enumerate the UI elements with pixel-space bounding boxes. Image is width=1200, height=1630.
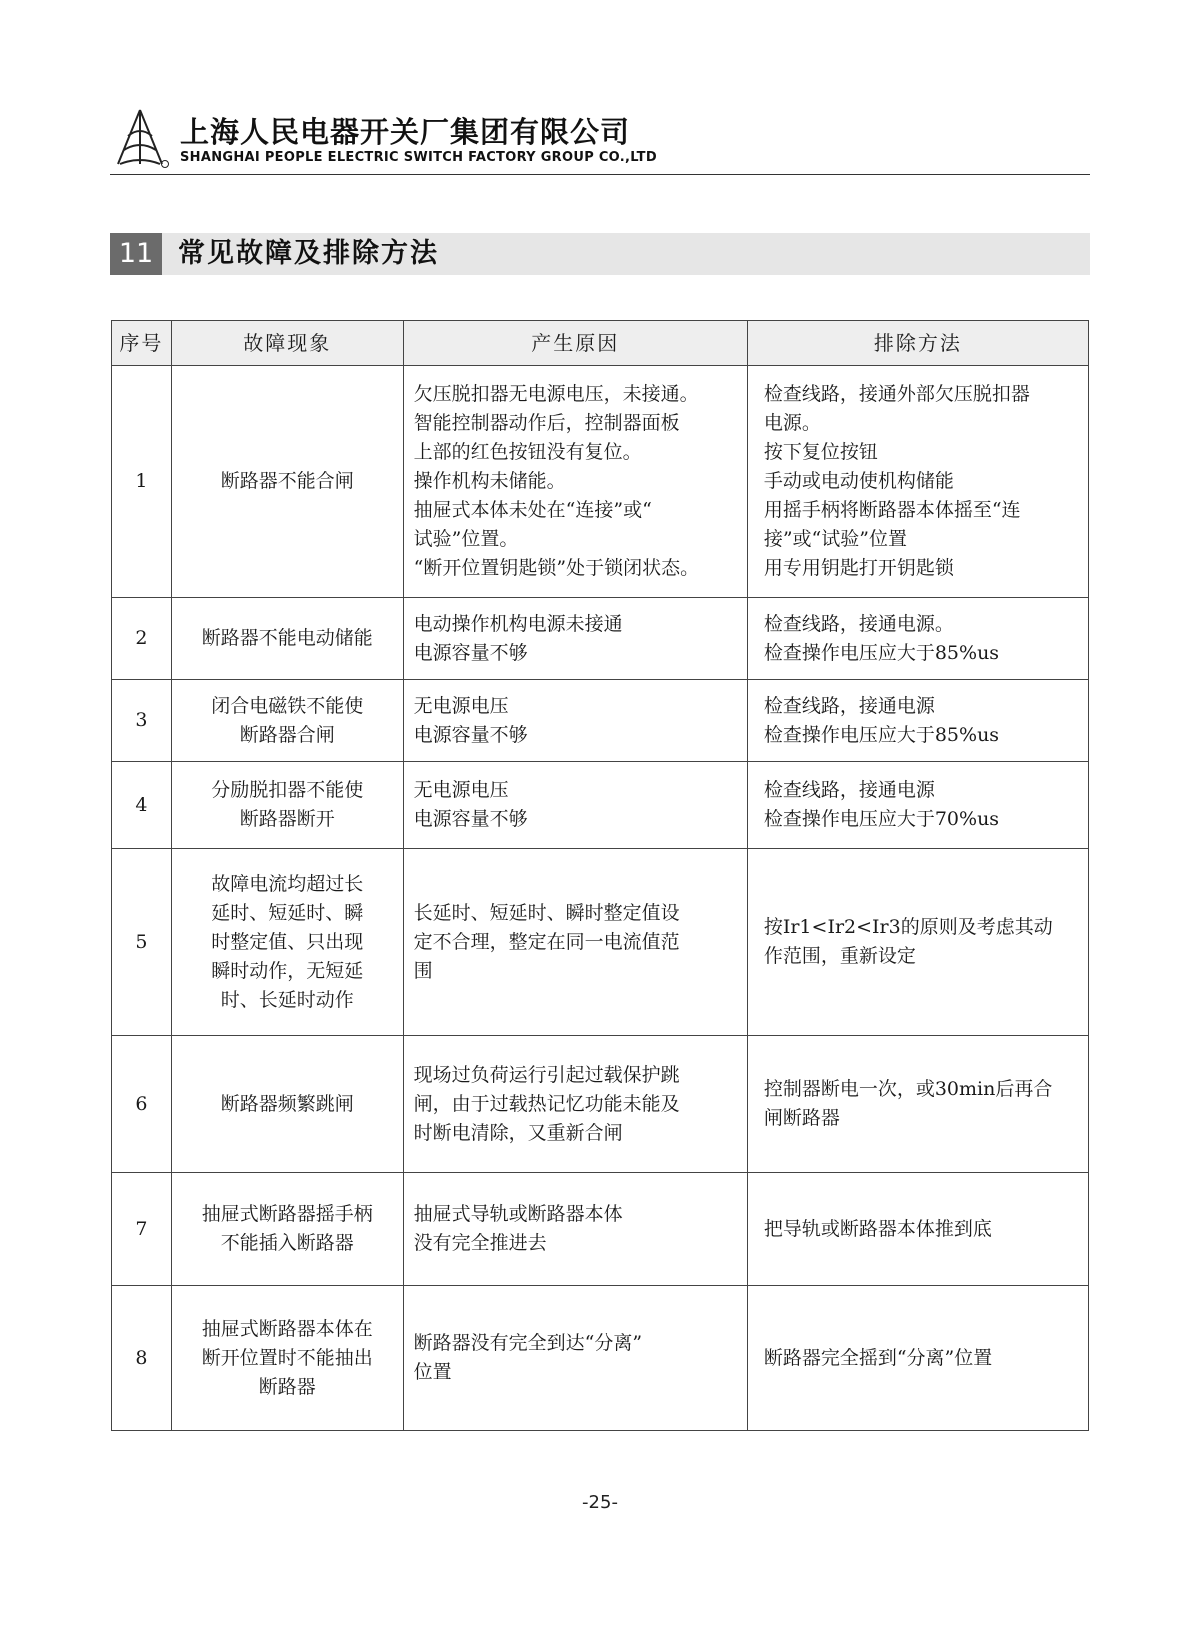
section-heading xyxy=(110,233,1090,275)
company-name-cn: 上海人民电器开关厂集团有限公司 xyxy=(180,115,631,149)
cell-fix-line: 按Ir1<Ir2<Ir3的原则及考虑其动 xyxy=(763,916,1053,938)
cell-cause xyxy=(403,680,747,762)
cell-cause-line: 电动操作机构电源未接通 xyxy=(413,612,623,635)
cell-fix-line: 接”或“试验”位置 xyxy=(763,528,907,550)
cell-symptom-line: 断开位置时不能抽出 xyxy=(201,1346,373,1369)
cell-cause xyxy=(403,1286,747,1431)
cell-no: 1 xyxy=(112,366,172,598)
cell-cause-line: 抽屉式导轨或断路器本体 xyxy=(413,1203,623,1225)
cell-fix-line: 用专用钥匙打开钥匙锁 xyxy=(763,557,954,579)
cell-symptom xyxy=(171,1173,403,1286)
cell-cause-line: 现场过负荷运行引起过载保护跳 xyxy=(413,1063,680,1086)
cell-fix-line: 检查线路，接通外部欠压脱扣器 xyxy=(763,383,1030,405)
table-row xyxy=(112,366,1089,598)
cell-no: 3 xyxy=(112,680,172,762)
cell-symptom-line: 分励脱扣器不能使 xyxy=(211,779,364,801)
cell-cause xyxy=(403,849,747,1036)
cell-fix xyxy=(747,849,1088,1036)
cell-no: 6 xyxy=(112,1036,172,1173)
header-no: 序号 xyxy=(112,321,172,366)
cell-symptom-line: 断路器断开 xyxy=(239,808,335,830)
cell-fix-line: 控制器断电一次，或30min后再合 xyxy=(763,1078,1053,1100)
cell-symptom-line: 抽屉式断路器摇手柄 xyxy=(201,1203,373,1225)
cell-fix-line: 作范围，重新设定 xyxy=(763,945,916,967)
cell-fix-line: 闸断路器 xyxy=(763,1107,840,1129)
cell-no: 5 xyxy=(112,849,172,1036)
cell-symptom-line: 时、长延时动作 xyxy=(220,988,354,1011)
company-logo-icon xyxy=(110,106,170,170)
section-number: 11 xyxy=(110,233,162,275)
table-row xyxy=(112,1286,1089,1431)
cell-no: 4 xyxy=(112,762,172,849)
cell-cause xyxy=(403,762,747,849)
header-divider xyxy=(110,174,1090,175)
cell-cause-line: 围 xyxy=(413,959,433,982)
cell-symptom-line: 时整定值、只出现 xyxy=(211,930,364,953)
cell-cause-line: 电源容量不够 xyxy=(413,808,528,830)
cell-cause-line: 智能控制器动作后，控制器面板 xyxy=(413,412,680,434)
cell-cause-line: 欠压脱扣器无电源电压，未接通。 xyxy=(413,383,699,405)
cell-cause-line: 操作机构未储能。 xyxy=(413,470,566,492)
table-row xyxy=(112,680,1089,762)
cell-cause-line: 试验”位置。 xyxy=(413,528,519,550)
cell-symptom xyxy=(171,1286,403,1431)
cell-cause-line: 电源容量不够 xyxy=(413,723,528,746)
cell-fix-line: 把导轨或断路器本体推到底 xyxy=(763,1217,992,1240)
cell-fix xyxy=(747,680,1088,762)
cell-cause xyxy=(403,598,747,680)
cell-no: 2 xyxy=(112,598,172,680)
cell-no: 7 xyxy=(112,1173,172,1286)
cell-fix-line: 检查操作电压应大于85%us xyxy=(763,641,1000,664)
cell-fix-line: 检查操作电压应大于70%us xyxy=(763,808,1000,830)
cell-cause-line: 闸，由于过载热记忆功能未能及 xyxy=(413,1092,680,1115)
cell-cause-line: “断开位置钥匙锁”处于锁闭状态。 xyxy=(413,557,700,579)
cell-fix-line: 手动或电动使机构储能 xyxy=(763,470,954,492)
cell-symptom xyxy=(171,762,403,849)
cell-symptom-line: 断路器频繁跳闸 xyxy=(220,1092,354,1115)
cell-symptom-line: 抽屉式断路器本体在 xyxy=(201,1317,373,1340)
cell-fix-line: 检查操作电压应大于85%us xyxy=(763,723,1000,746)
cell-symptom-line: 不能插入断路器 xyxy=(220,1232,354,1254)
cell-symptom-line: 闭合电磁铁不能使 xyxy=(211,694,364,717)
cell-cause-line: 电源容量不够 xyxy=(413,641,528,664)
cell-fix xyxy=(747,1036,1088,1173)
cell-fix-line: 用摇手柄将断路器本体摇至“连 xyxy=(763,499,1021,521)
table-header-row xyxy=(112,321,1089,366)
cell-symptom xyxy=(171,680,403,762)
cell-cause xyxy=(403,366,747,598)
section-title: 常见故障及排除方法 xyxy=(178,238,439,269)
cell-symptom-line: 故障电流均超过长 xyxy=(211,872,364,895)
cell-fix-line: 检查线路，接通电源 xyxy=(763,779,935,801)
cell-cause-line: 没有完全推进去 xyxy=(413,1232,547,1254)
table-row xyxy=(112,1036,1089,1173)
table-row xyxy=(112,849,1089,1036)
header-symptom: 故障现象 xyxy=(171,321,403,366)
cell-cause xyxy=(403,1036,747,1173)
cell-symptom-line: 延时、短延时、瞬 xyxy=(211,901,364,924)
fault-table xyxy=(111,320,1089,1431)
cell-cause-line: 断路器没有完全到达“分离” xyxy=(413,1332,643,1354)
cell-symptom xyxy=(171,366,403,598)
cell-no: 8 xyxy=(112,1286,172,1431)
cell-cause-line: 长延时、短延时、瞬时整定值设 xyxy=(413,901,680,924)
cell-cause-line: 时断电清除，又重新合闸 xyxy=(413,1121,623,1144)
cell-fix-line: 断路器完全摇到“分离”位置 xyxy=(763,1346,993,1369)
cell-cause-line: 位置 xyxy=(413,1361,452,1383)
page-number: -25- xyxy=(582,1492,618,1513)
cell-symptom-line: 断路器 xyxy=(258,1375,316,1398)
cell-cause-line: 无电源电压 xyxy=(413,694,509,717)
cell-fix-line: 检查线路，接通电源。 xyxy=(763,612,954,635)
cell-cause-line: 上部的红色按钮没有复位。 xyxy=(413,441,642,463)
cell-fix xyxy=(747,1173,1088,1286)
cell-cause-line: 定不合理，整定在同一电流值范 xyxy=(413,930,680,953)
cell-cause xyxy=(403,1173,747,1286)
cell-symptom-line: 断路器不能电动储能 xyxy=(201,627,373,649)
cell-fix xyxy=(747,762,1088,849)
header-cause: 产生原因 xyxy=(403,321,747,366)
cell-fix-line: 电源。 xyxy=(763,412,821,434)
cell-symptom xyxy=(171,849,403,1036)
table-row xyxy=(112,598,1089,680)
cell-symptom xyxy=(171,598,403,680)
header-fix: 排除方法 xyxy=(747,321,1088,366)
company-name-en: SHANGHAI PEOPLE ELECTRIC SWITCH FACTORY GROUP CO.,LTD xyxy=(180,150,657,165)
cell-cause-line: 无电源电压 xyxy=(413,779,509,801)
cell-symptom-line: 断路器不能合闸 xyxy=(220,470,354,492)
cell-fix xyxy=(747,1286,1088,1431)
cell-fix-line: 检查线路，接通电源 xyxy=(763,694,935,717)
cell-symptom-line: 瞬时动作，无短延 xyxy=(211,959,364,982)
table-row xyxy=(112,1173,1089,1286)
cell-fix xyxy=(747,366,1088,598)
table-row xyxy=(112,762,1089,849)
cell-cause-line: 抽屉式本体未处在“连接”或“ xyxy=(413,499,652,521)
cell-symptom-line: 断路器合闸 xyxy=(239,723,335,746)
cell-symptom xyxy=(171,1036,403,1173)
cell-fix-line: 按下复位按钮 xyxy=(763,441,878,463)
cell-fix xyxy=(747,598,1088,680)
page-header xyxy=(110,104,1090,174)
